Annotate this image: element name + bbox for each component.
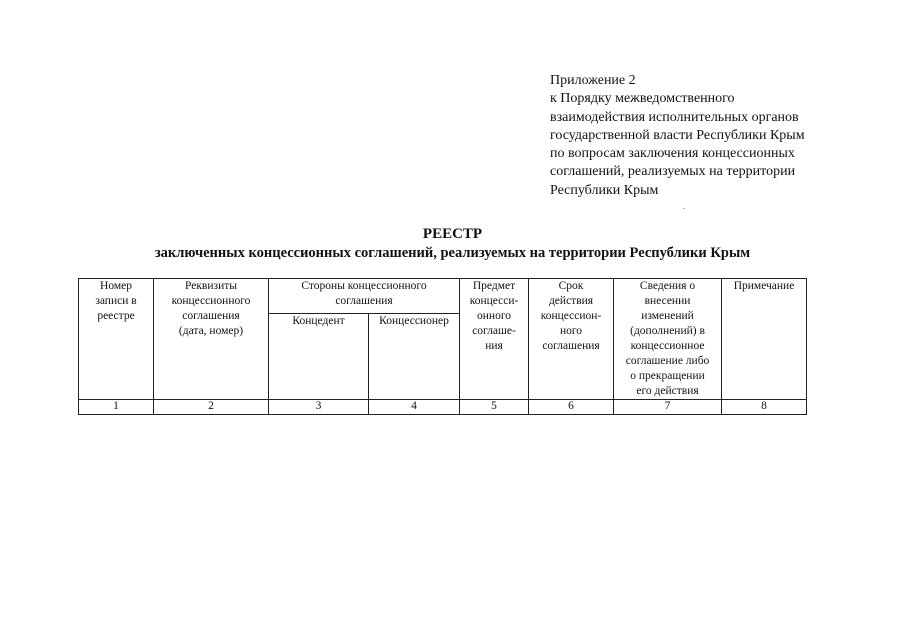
column-number-row: [79, 400, 807, 415]
column-number-cell: 7: [614, 400, 722, 415]
appendix-line: Приложение 2: [550, 73, 636, 88]
appendix-note: [550, 72, 890, 200]
header-notes: Примечание: [722, 279, 807, 400]
header-term: Срок действия концессион- ного соглашения: [529, 279, 614, 400]
appendix-line: к Порядку межведомственного: [550, 91, 735, 107]
header-concessionaire: Концессионер: [369, 313, 460, 399]
header-row: [79, 279, 807, 314]
appendix-line: соглашений, реализуемых на территории: [550, 164, 796, 180]
header-amendments: Сведения о внесении изменений (дополнений) в концессионное соглашение либо о прекращении его действия: [614, 279, 722, 400]
column-number-cell: 1: [79, 400, 154, 415]
column-number-cell: 6: [529, 400, 614, 415]
document-subtitle: заключенных концессионных соглашений, реализуемых на территории Республики Крым: [154, 245, 751, 261]
header-parties: Стороны концессионного соглашения: [269, 279, 460, 314]
appendix-line: по вопросам заключения концессионных: [550, 146, 795, 162]
column-number-cell: 2: [154, 400, 269, 415]
appendix-line: Республики Крым: [550, 182, 659, 198]
registry-table: [78, 278, 807, 415]
scan-speck: [683, 208, 685, 209]
column-number-cell: 8: [722, 400, 807, 415]
column-number-cell: 3: [269, 400, 369, 415]
document-title: РЕЕСТР: [422, 226, 483, 242]
column-number-cell: 5: [460, 400, 529, 415]
column-number-cell: 4: [369, 400, 460, 415]
header-subject: Предмет концесси- онного соглаше- ния: [460, 279, 529, 400]
appendix-line: государственной власти Республики Крым: [550, 127, 805, 143]
appendix-line: взаимодействия исполнительных органов: [550, 109, 799, 125]
header-grantor: Концедент: [269, 313, 369, 399]
header-record-number: Номер записи в реестре: [79, 279, 154, 400]
header-agreement-details: Реквизиты концессионного соглашения (дата, номер): [154, 279, 269, 400]
